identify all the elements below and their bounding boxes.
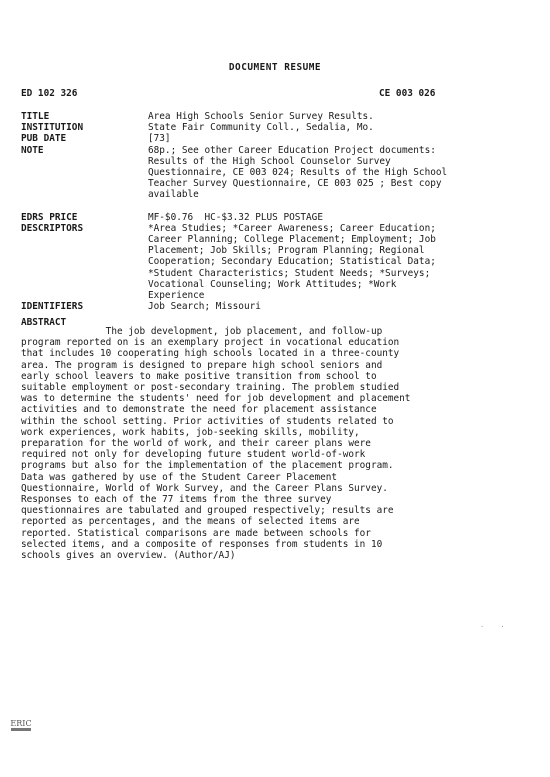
field-value: *Area Studies; *Career Awareness; Career Education; Career Planning; College Placement; Employment; Job Placement; Job Skills; Program Planning; Regional Cooperation; Secondary Education; Statistical Data; *Student Characteristics; Student Needs; *Surveys; Vocational Counseling; Work Attitudes; *Work Experience bbox=[148, 222, 436, 302]
field-label: NOTE bbox=[21, 144, 44, 156]
ce-number: CE 003 026 bbox=[379, 88, 436, 99]
field-label: EDRS PRICE bbox=[21, 211, 78, 223]
field-label: INSTITUTION bbox=[21, 122, 84, 134]
field-label: IDENTIFIERS bbox=[21, 301, 84, 313]
field-descriptors bbox=[21, 223, 526, 301]
field-title bbox=[21, 111, 526, 122]
metadata-fields bbox=[21, 111, 526, 312]
field-identifiers bbox=[21, 301, 526, 312]
scan-specks: · · bbox=[480, 623, 511, 631]
field-edrs-price bbox=[21, 212, 526, 223]
field-label: DESCRIPTORS bbox=[21, 222, 84, 234]
document-title: DOCUMENT RESUME bbox=[228, 62, 322, 73]
field-value: [73] bbox=[148, 133, 171, 145]
abstract-heading: ABSTRACT bbox=[21, 317, 67, 328]
field-institution bbox=[21, 122, 526, 133]
eric-logo-icon bbox=[10, 716, 32, 734]
ed-number: ED 102 326 bbox=[21, 88, 78, 99]
field-value: 68p.; See other Career Education Project documents: Results of the High School Counselor Survey Questionnaire, CE 003 024; Results of the High School Teacher Survey Questionnaire, CE 003 025 ; Best copy available bbox=[148, 144, 448, 201]
field-label: PUB DATE bbox=[21, 133, 67, 145]
field-value: Area High Schools Senior Survey Results. bbox=[148, 111, 374, 122]
field-pub-date bbox=[21, 133, 526, 144]
svg-text:ERIC: ERIC bbox=[10, 719, 32, 728]
field-value: State Fair Community Coll., Sedalia, Mo. bbox=[148, 122, 374, 134]
field-value: MF-$0.76 HC-$3.32 PLUS POSTAGE bbox=[148, 211, 323, 223]
abstract-text: The job development, job placement, and follow-up program reported on is an exemplary project in vocational education that includes 10 cooperating high schools located in a three-county area. The program is designed to prepare high school seniors and early school leavers to make positive transition from school to suitable employment or post-secondary training. The problem studied was to determine the students' need for job development and placement activities and to demonstrate the need for placement assistance within the school setting. Prior activities of students related to work experiences, work habits, job-seeking skills, mobility, preparation for the world of work, and their career plans were required not only for developing future student world-of-work programs but also for the implementation of the placement program. Data was gathered by use of the Student Career Placement Questionnaire, World of Work Survey, and the Career Plans Survey. Responses to each of the 77 items from the three survey questionnaires are tabulated and grouped respectively; results are reported as percentages, and the means of selected items are reported. Statistical comparisons are made between schools for selected items, and a composite of responses from students in 10 schools gives an overview. (Author/AJ) bbox=[21, 326, 411, 562]
field-note bbox=[21, 145, 526, 201]
field-label: TITLE bbox=[21, 111, 50, 122]
field-value: Job Search; Missouri bbox=[148, 301, 261, 313]
document-identifiers bbox=[21, 88, 471, 100]
